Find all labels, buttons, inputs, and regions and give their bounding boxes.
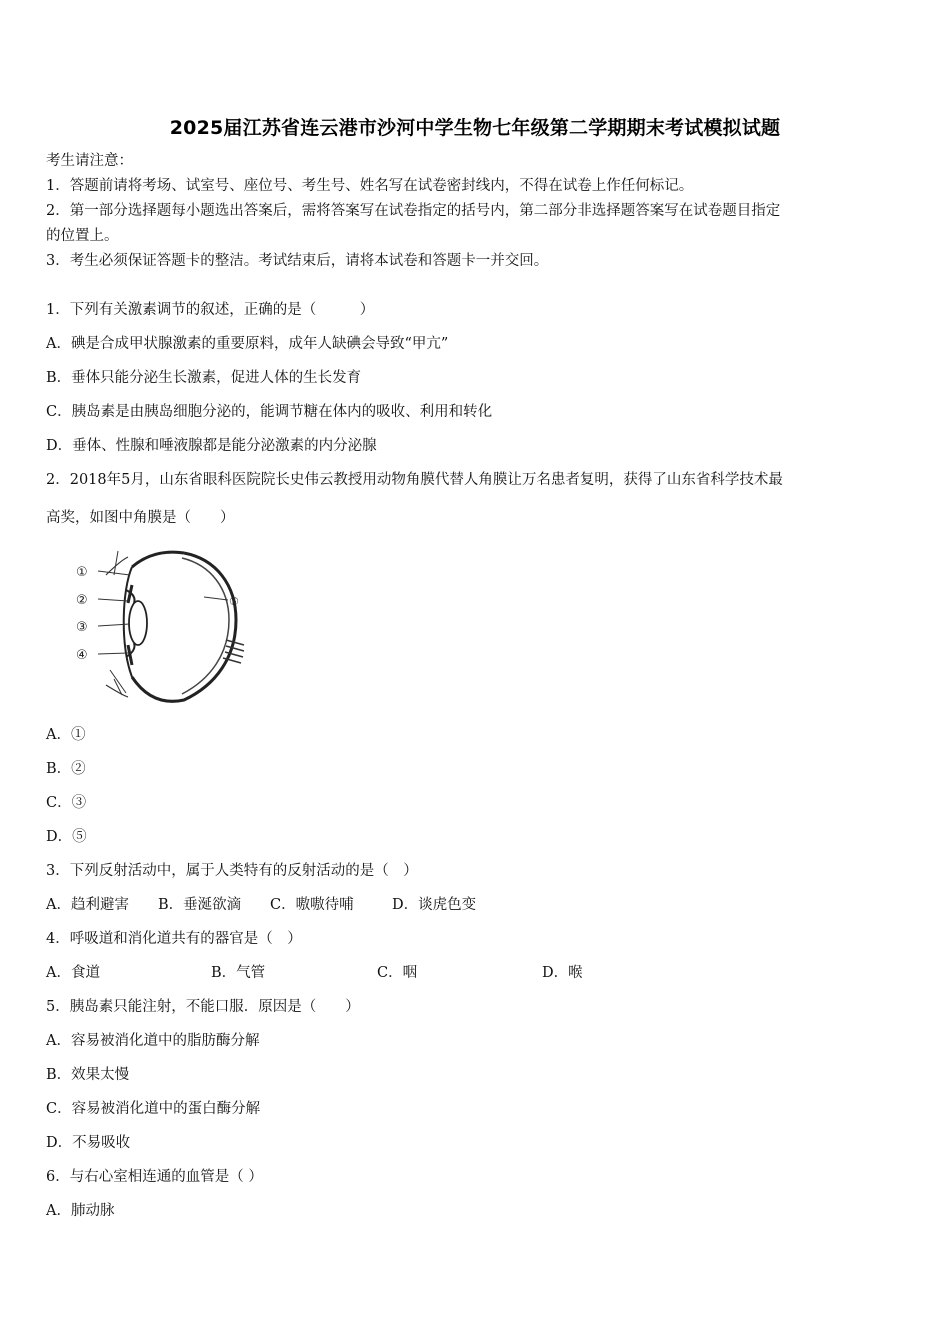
question-2-option-d: D．⑤ — [46, 829, 87, 845]
question-2-option-c: C．③ — [46, 795, 87, 811]
question-5-option-d: D．不易吸收 — [46, 1135, 131, 1151]
notice-item-2: 2．第一部分选择题每小题选出答案后，需将答案写在试卷指定的括号内，第二部分非选择题答案写在试卷题目指定 — [46, 203, 781, 219]
question-3-option-d: D．谈虎色变 — [392, 897, 477, 913]
notice-item-3: 3．考生必须保证答题卡的整洁。考试结束后，请将本试卷和答题卡一并交回。 — [46, 253, 549, 269]
question-2-stem-cont: 高奖，如图中角膜是（ ） — [46, 510, 235, 526]
figure-label-3: ③ — [76, 620, 88, 635]
question-3-options — [46, 895, 476, 915]
question-2-stem: 2．2018年5月，山东省眼科医院院长史伟云教授用动物角膜代替人角膜让万名患者复明，获得了山东省科学技术最 — [46, 472, 783, 488]
question-5-stem: 5．胰岛素只能注射，不能口服．原因是（ ） — [46, 999, 360, 1015]
question-3-stem: 3．下列反射活动中，属于人类特有的反射活动的是（ ） — [46, 863, 418, 879]
question-6-option-a: A．肺动脉 — [46, 1203, 115, 1219]
figure-label-1: ① — [76, 565, 88, 580]
notice-heading: 考生请注意： — [46, 153, 133, 169]
question-1-option-a: A．碘是合成甲状腺激素的重要原料，成年人缺碘会导致“甲亢” — [46, 336, 449, 352]
figure-label-4: ④ — [76, 648, 88, 663]
question-1-option-d: D．垂体、性腺和唾液腺都是能分泌激素的内分泌腺 — [46, 438, 377, 454]
eye-diagram — [66, 545, 246, 705]
question-2-option-b: B．② — [46, 761, 86, 777]
question-1-option-c: C．胰岛素是由胰岛细胞分泌的，能调节糖在体内的吸收、利用和转化 — [46, 404, 493, 420]
question-3-option-c: C．嗷嗷待哺 — [270, 897, 354, 913]
question-1-option-b: B．垂体只能分泌生长激素，促进人体的生长发育 — [46, 370, 362, 386]
question-4-option-d: D．喉 — [542, 965, 583, 981]
question-3-option-a: A．趋利避害 — [46, 897, 129, 913]
question-5-option-b: B．效果太慢 — [46, 1067, 130, 1083]
question-4-stem: 4．呼吸道和消化道共有的器官是（ ） — [46, 931, 302, 947]
question-4-option-b: B．气管 — [211, 965, 266, 981]
question-4-option-c: C．咽 — [377, 965, 418, 981]
figure-label-2: ② — [76, 593, 88, 608]
page-title: 2025届江苏省连云港市沙河中学生物七年级第二学期期末考试模拟试题 — [169, 117, 781, 139]
question-3-option-b: B．垂涎欲滴 — [158, 897, 242, 913]
question-1-stem: 1．下列有关激素调节的叙述，正确的是（ ） — [46, 302, 375, 318]
question-5-option-c: C．容易被消化道中的蛋白酶分解 — [46, 1101, 261, 1117]
question-4-option-a: A．食道 — [46, 965, 100, 981]
figure-label-5: ⑤ — [229, 595, 239, 608]
question-6-stem: 6．与右心室相连通的血管是（ ） — [46, 1169, 263, 1185]
notice-item-1: 1．答题前请将考场、试室号、座位号、考生号、姓名写在试卷密封线内，不得在试卷上作任何标记。 — [46, 178, 694, 194]
question-5-option-a: A．容易被消化道中的脂肪酶分解 — [46, 1033, 260, 1049]
question-2-option-a: A．① — [46, 727, 86, 743]
question-4-options — [46, 963, 583, 983]
notice-item-2-cont: 的位置上。 — [46, 228, 119, 244]
